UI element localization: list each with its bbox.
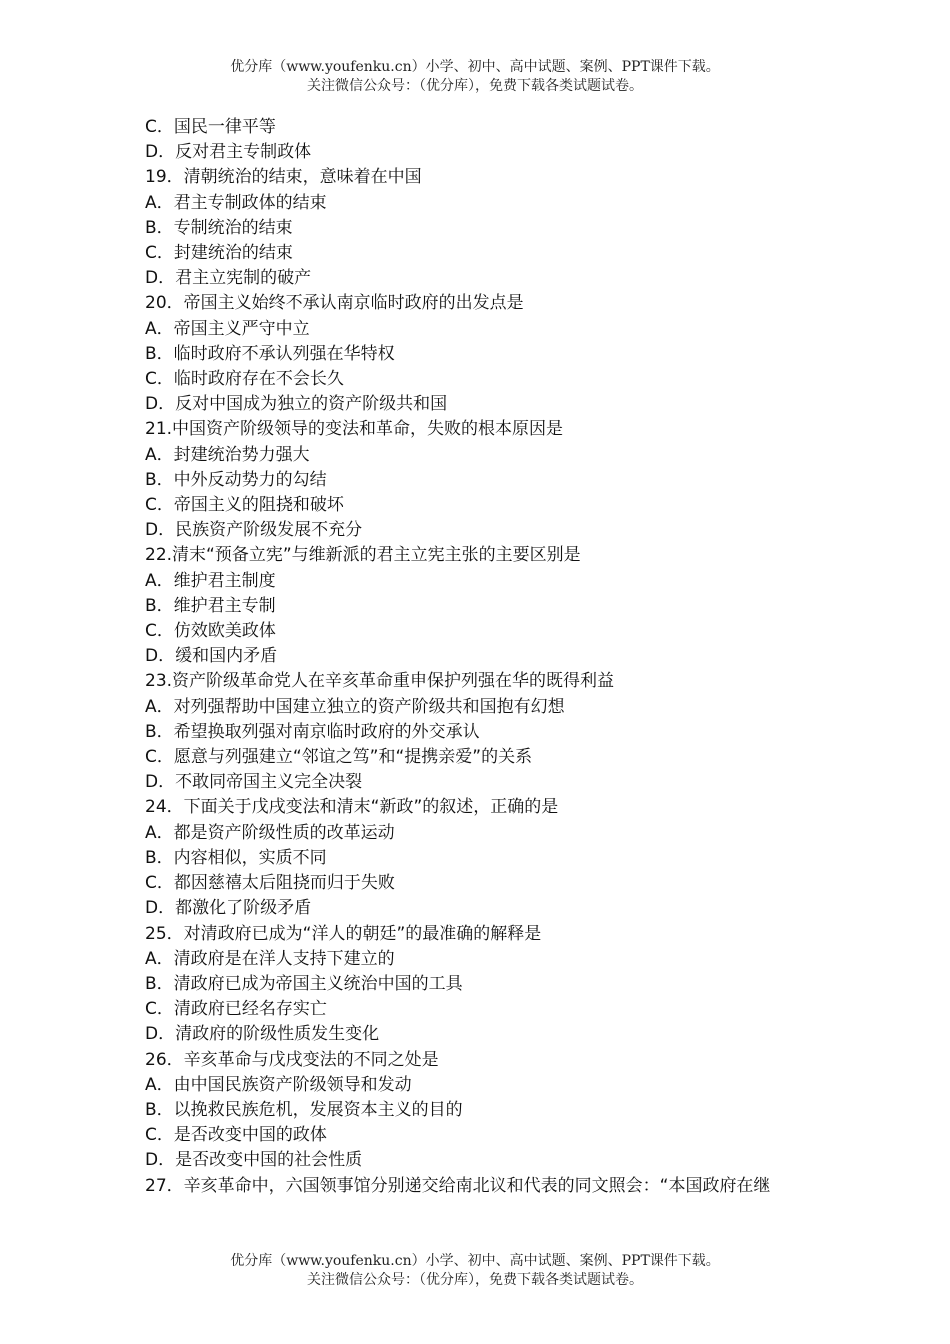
option-line: A．对列强帮助中国建立独立的资产阶级共和国抱有幻想: [145, 696, 565, 717]
page-footer: [0, 1252, 950, 1290]
option-line: A．都是资产阶级性质的改革运动: [145, 822, 395, 843]
option-line: B．清政府已成为帝国主义统治中国的工具: [145, 973, 463, 994]
document-body: [145, 115, 810, 1199]
question-line: 19．清朝统治的结束，意味着在中国: [145, 167, 422, 188]
option-line: C．愿意与列强建立“邻谊之笃”和“提携亲爱”的关系: [145, 747, 533, 768]
option-line: D．清政府的阶级性质发生变化: [145, 1024, 380, 1045]
question-line: 25．对清政府已成为“洋人的朝廷”的最准确的解释是: [145, 923, 542, 944]
option-line: B．以挽救民族危机，发展资本主义的目的: [145, 1099, 463, 1120]
option-line: C．封建统治的结束: [145, 243, 293, 264]
option-line: C．临时政府存在不会长久: [145, 369, 344, 390]
option-line: D．君主立宪制的破产: [145, 268, 312, 289]
footer-line-2: 关注微信公众号：（优分库），免费下载各类试题试卷。: [307, 1272, 643, 1288]
option-line: D．反对君主专制政体: [145, 142, 312, 163]
question-line: 21.中国资产阶级领导的变法和革命，失败的根本原因是: [145, 419, 564, 440]
option-line: B．希望换取列强对南京临时政府的外交承认: [145, 721, 480, 742]
option-line: D．反对中国成为独立的资产阶级共和国: [145, 394, 448, 415]
question-27-paragraph: 27．辛亥革命中，六国领事馆分别递交给南北议和代表的同文照会：“本国政府在继: [145, 1175, 771, 1196]
option-line: A．君主专制政体的结束: [145, 192, 327, 213]
option-line: D．都激化了阶级矛盾: [145, 898, 312, 919]
option-line: C．都因慈禧太后阻挠而归于失败: [145, 873, 395, 894]
option-line: D．缓和国内矛盾: [145, 646, 278, 667]
option-line: B．中外反动势力的勾结: [145, 469, 327, 490]
option-line: D．民族资产阶级发展不充分: [145, 520, 363, 541]
option-line: B．内容相似，实质不同: [145, 847, 327, 868]
question-line: 20．帝国主义始终不承认南京临时政府的出发点是: [145, 293, 524, 314]
question-line: 23.资产阶级革命党人在辛亥革命重申保护列强在华的既得利益: [145, 671, 615, 692]
option-line: C．国民一律平等: [145, 117, 276, 137]
page-header: [0, 58, 950, 96]
option-line: C．清政府已经名存实亡: [145, 999, 327, 1020]
option-line: A．由中国民族资产阶级领导和发动: [145, 1074, 412, 1095]
option-line: C．仿效欧美政体: [145, 621, 276, 642]
option-line: D．是否改变中国的社会性质: [145, 1150, 363, 1171]
header-line-2: 关注微信公众号：（优分库），免费下载各类试题试卷。: [307, 78, 643, 94]
option-line: C．帝国主义的阻挠和破坏: [145, 495, 344, 516]
header-line-1: 优分库（www.youfenku.cn）小学、初中、高中试题、案例、PPT课件下载。: [230, 59, 720, 75]
option-line: B．临时政府不承认列强在华特权: [145, 343, 395, 364]
option-line: D．不敢同帝国主义完全决裂: [145, 772, 363, 793]
option-line: B．维护君主专制: [145, 595, 276, 616]
question-line: 26．辛亥革命与戊戌变法的不同之处是: [145, 1049, 439, 1070]
question-line: 22.清末“预备立宪”与维新派的君主立宪主张的主要区别是: [145, 545, 581, 566]
option-line: A．清政府是在洋人支持下建立的: [145, 948, 395, 969]
footer-line-1: 优分库（www.youfenku.cn）小学、初中、高中试题、案例、PPT课件下载。: [230, 1253, 720, 1269]
option-line: A．封建统治势力强大: [145, 444, 310, 465]
option-line: A．维护君主制度: [145, 570, 276, 591]
option-line: B．专制统治的结束: [145, 217, 293, 238]
option-line: A．帝国主义严守中立: [145, 318, 310, 339]
option-line: C．是否改变中国的政体: [145, 1125, 327, 1146]
question-line: 24．下面关于戊戌变法和清末“新政”的叙述，正确的是: [145, 797, 559, 818]
